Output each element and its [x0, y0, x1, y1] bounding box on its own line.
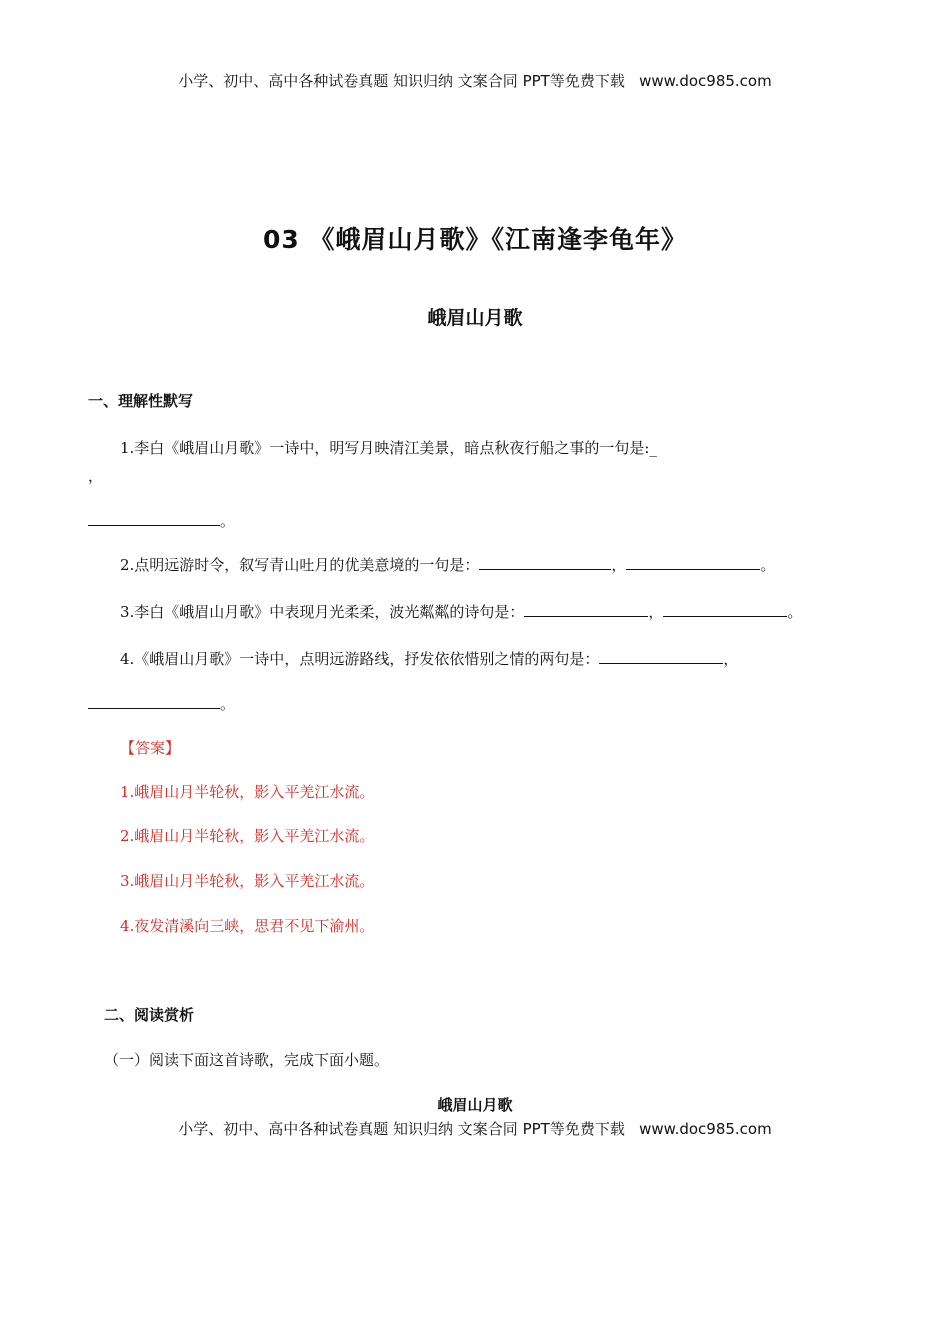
- question-4-sep: ，: [723, 650, 739, 668]
- banner-text: 小学、初中、高中各种试卷真题 知识归纳 文案合同 PPT等免费下载: [178, 72, 625, 90]
- document-title: 03 《峨眉山月歌》《江南逢李龟年》: [263, 225, 687, 254]
- poem-subtitle: 峨眉山月歌: [427, 307, 523, 329]
- question-2-text: 2.点明远游时令，叙写青山吐月的优美意境的一句是：: [120, 556, 480, 574]
- question-2-end: 。: [760, 556, 776, 574]
- question-3-text: 3.李白《峨眉山月歌》中表现月光柔柔，波光粼粼的诗句是：: [120, 603, 525, 621]
- question-3: [120, 601, 802, 622]
- question-3-sep: ，: [648, 603, 664, 621]
- header-banner: [0, 70, 950, 91]
- answer-item-3: 3.峨眉山月半轮秋，影入平羌江水流。: [120, 872, 375, 890]
- answer-blank[interactable]: [479, 555, 611, 570]
- footer-banner: [0, 1118, 950, 1139]
- reading-intro: （一）阅读下面这首诗歌，完成下面小题。: [104, 1051, 390, 1069]
- footer-banner-text: 小学、初中、高中各种试卷真题 知识归纳 文案合同 PPT等免费下载: [178, 1120, 625, 1138]
- question-4: [120, 648, 738, 669]
- poem-title: 峨眉山月歌: [437, 1096, 513, 1114]
- question-2-sep: ，: [611, 556, 627, 574]
- question-1-sep: ，: [88, 467, 104, 485]
- question-3-end: 。: [787, 603, 803, 621]
- question-1-end: 。: [220, 512, 236, 530]
- answer-item-2: 2.峨眉山月半轮秋，影入平羌江水流。: [120, 827, 375, 845]
- question-1-answer-line: [88, 510, 235, 531]
- footer-site-link[interactable]: www.doc985.com: [639, 1120, 772, 1138]
- answer-blank[interactable]: [626, 555, 760, 570]
- question-1-text: 1.李白《峨眉山月歌》一诗中，明写月映清江美景，暗点秋夜行船之事的一句是:_: [120, 439, 657, 457]
- question-4-answer-line: [88, 693, 235, 714]
- question-2: [120, 554, 775, 575]
- section-heading-2: 二、阅读赏析: [104, 1006, 195, 1024]
- answer-blank[interactable]: [599, 649, 723, 664]
- answer-blank[interactable]: [524, 602, 648, 617]
- question-1: [120, 437, 657, 458]
- answer-item-4: 4.夜发清溪向三峡，思君不见下渝州。: [120, 917, 375, 935]
- answer-item-1: 1.峨眉山月半轮秋，影入平羌江水流。: [120, 783, 375, 801]
- question-4-text: 4.《峨眉山月歌》一诗中，点明远游路线，抒发依依惜别之情的两句是：: [120, 650, 600, 668]
- answer-blank[interactable]: [88, 511, 220, 526]
- answer-blank[interactable]: [663, 602, 787, 617]
- section-heading-1: 一、理解性默写: [88, 392, 194, 410]
- question-4-end: 。: [220, 695, 236, 713]
- answer-label: 【答案】: [120, 739, 181, 757]
- answer-blank[interactable]: [88, 694, 220, 709]
- banner-site-link[interactable]: www.doc985.com: [639, 72, 772, 90]
